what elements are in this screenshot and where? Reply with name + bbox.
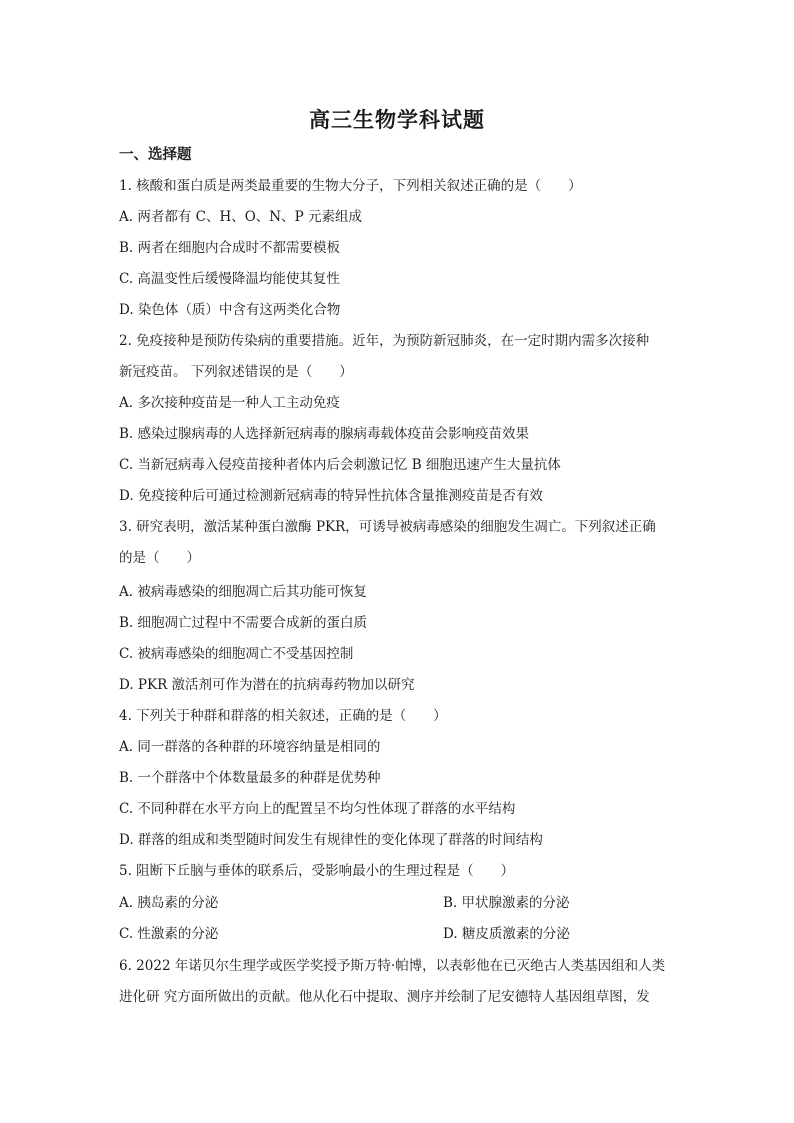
question-2-stem-cont: 新冠疫苗。 下列叙述错误的是（ ） [119, 364, 353, 380]
question-1-option-d: D. 染色体（质）中含有这两类化合物 [119, 302, 341, 318]
question-3-option-c: C. 被病毒感染的细胞凋亡不受基因控制 [119, 646, 354, 662]
question-4-option-c: C. 不同种群在水平方向上的配置呈不均匀性体现了群落的水平结构 [119, 801, 516, 817]
question-2-stem: 2. 免疫接种是预防传染病的重要措施。近年，为预防新冠肺炎，在一定时期内需多次接种 [119, 333, 650, 349]
question-5-option-a: A. 胰岛素的分泌 [119, 895, 219, 911]
question-3-option-d: D. PKR 激活剂可作为潜在的抗病毒药物加以研究 [119, 677, 415, 693]
question-4-option-b: B. 一个群落中个体数量最多的种群是优势种 [119, 770, 381, 786]
question-1-option-b: B. 两者在细胞内合成时不都需要模板 [119, 240, 341, 256]
question-3-stem: 3. 研究表明，激活某种蛋白激酶 PKR，可诱导被病毒感染的细胞发生凋亡。下列叙述正确 [119, 519, 656, 535]
question-1-option-a: A. 两者都有 C、H、O、N、P 元素组成 [119, 209, 362, 225]
question-1-option-c: C. 高温变性后缓慢降温均能使其复性 [119, 271, 340, 287]
question-5-stem: 5. 阻断下丘脑与垂体的联系后，受影响最小的生理过程是（ ） [119, 863, 515, 879]
question-2-option-b: B. 感染过腺病毒的人选择新冠病毒的腺病毒载体疫苗会影响疫苗效果 [119, 426, 530, 442]
question-5-option-d: D. 糖皮质激素的分泌 [443, 926, 570, 942]
page-title: 高三生物学科试题 [309, 107, 485, 132]
question-3-option-b: B. 细胞凋亡过程中不需要合成新的蛋白质 [119, 615, 368, 631]
question-6-stem: 6. 2022 年诺贝尔生理学或医学奖授予斯万特·帕博，以表彰他在已灭绝古人类基因组和人类 [119, 958, 666, 974]
question-2-option-c: C. 当新冠病毒入侵疫苗接种者体内后会刺激记忆 B 细胞迅速产生大量抗体 [119, 457, 561, 473]
question-3-stem-cont: 的是（ ） [119, 550, 200, 566]
question-2-option-d: D. 免疫接种后可通过检测新冠病毒的特异性抗体含量推测疫苗是否有效 [119, 488, 543, 504]
question-2-option-a: A. 多次接种疫苗是一种人工主动免疫 [119, 395, 340, 411]
question-4-option-d: D. 群落的组成和类型随时间发生有规律性的变化体现了群落的时间结构 [119, 832, 543, 848]
question-5-option-b: B. 甲状腺激素的分泌 [443, 895, 570, 911]
question-1-stem: 1. 核酸和蛋白质是两类最重要的生物大分子，下列相关叙述正确的是（ ） [119, 178, 582, 194]
question-3-option-a: A. 被病毒感染的细胞凋亡后其功能可恢复 [119, 584, 367, 600]
question-6-stem-cont: 进化研 究方面所做出的贡献。他从化石中提取、测序并绘制了尼安德特人基因组草图，发 [119, 989, 650, 1005]
section-heading: 一、选择题 [119, 146, 192, 163]
question-4-option-a: A. 同一群落的各种群的环境容纳量是相同的 [119, 739, 381, 755]
question-5-option-c: C. 性激素的分泌 [119, 926, 219, 942]
question-4-stem: 4. 下列关于种群和群落的相关叙述，正确的是（ ） [119, 708, 447, 724]
